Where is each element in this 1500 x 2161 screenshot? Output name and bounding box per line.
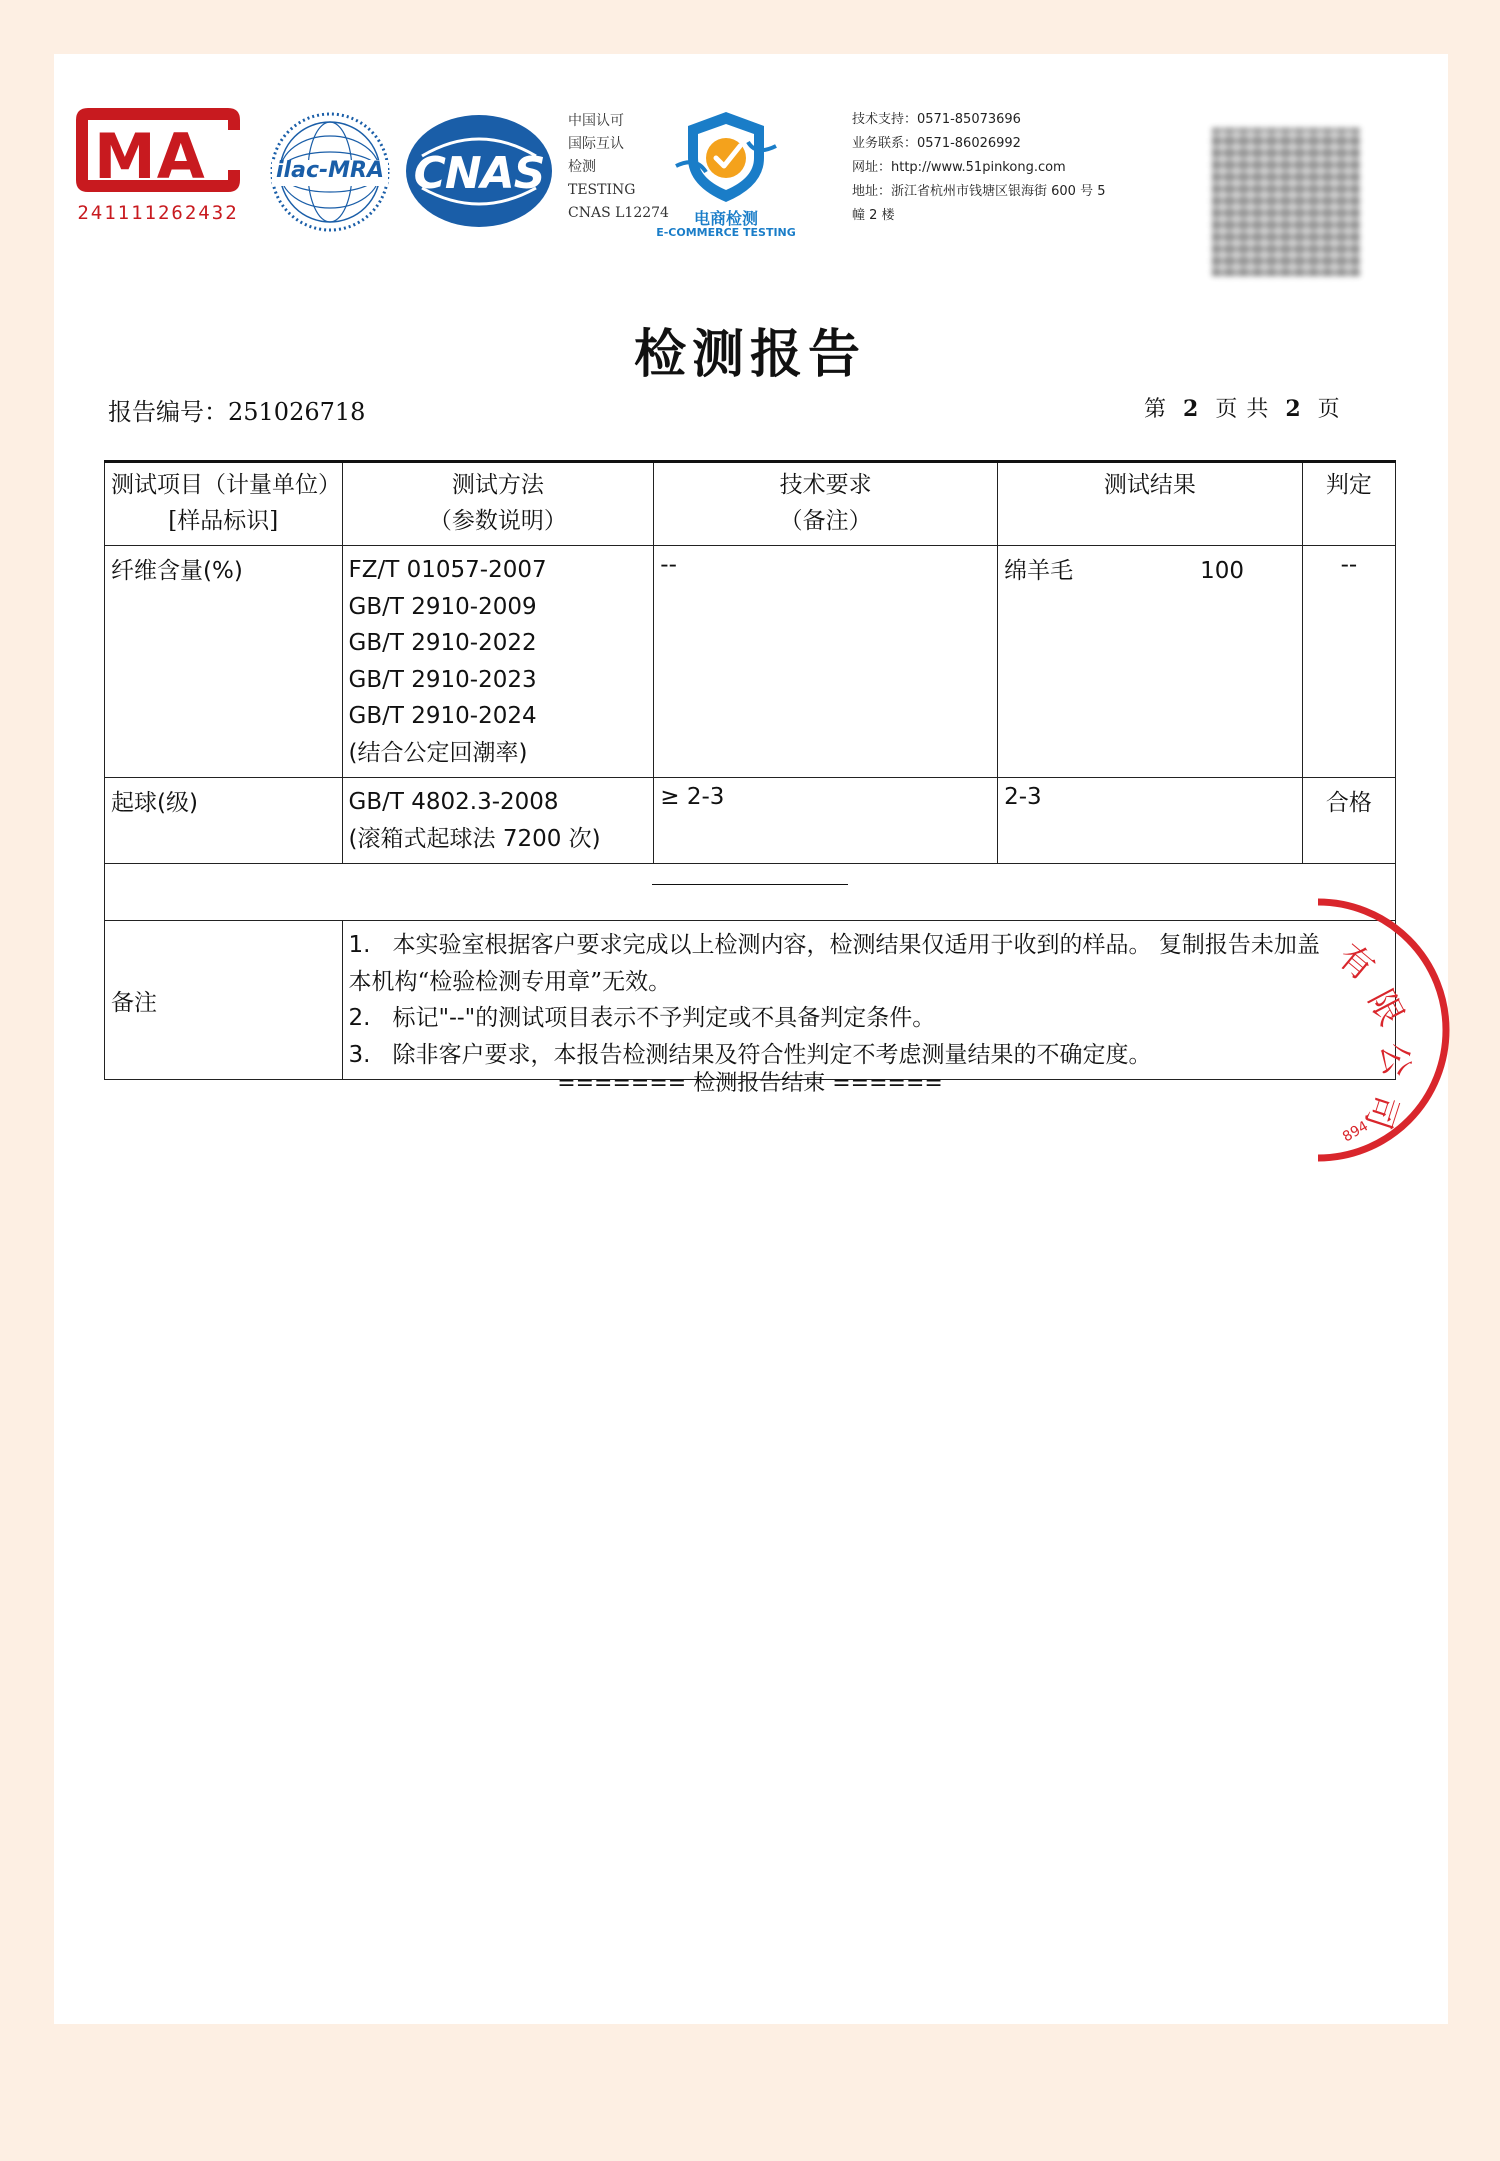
cnas-logo-text: CNAS bbox=[413, 148, 545, 199]
result-cell: 2-3 bbox=[998, 778, 1303, 864]
item-cell: 起球(级) bbox=[105, 778, 343, 864]
report-end-marker: ======= 检测报告结束 ====== bbox=[557, 1071, 943, 1096]
cnas-accreditation-info bbox=[568, 110, 669, 225]
cnas-info-line: 中国认可 bbox=[568, 113, 624, 129]
header-requirement: 技术要求 （备注） bbox=[654, 462, 998, 546]
separator-row bbox=[105, 864, 1396, 921]
notes-row bbox=[105, 921, 1396, 1080]
ecommerce-testing-logo bbox=[656, 106, 796, 239]
page-prefix: 第 bbox=[1144, 397, 1168, 422]
report-number: 报告编号：251026718 bbox=[108, 398, 366, 426]
judgement-cell: -- bbox=[1302, 546, 1395, 778]
official-seal bbox=[1318, 880, 1458, 1180]
cma-logo bbox=[68, 100, 248, 232]
shield-check-icon bbox=[656, 106, 796, 206]
cnas-logo bbox=[404, 112, 554, 230]
requirement-cell: -- bbox=[654, 546, 998, 778]
seal-char: 公 bbox=[1373, 1040, 1417, 1079]
item-cell: 纤维含量(%) bbox=[105, 546, 343, 778]
note-line: 2. 标记"--"的测试项目表示不予判定或不具备判定条件。 bbox=[348, 1005, 936, 1031]
tech-support-line: 技术支持：0571-85073696 bbox=[852, 112, 1021, 127]
contact-block bbox=[852, 108, 1172, 228]
separator-cell bbox=[105, 864, 1396, 921]
header-result: 测试结果 bbox=[998, 462, 1303, 546]
requirement-cell: ≥ 2-3 bbox=[654, 778, 998, 864]
cnas-info-line: TESTING bbox=[568, 182, 636, 198]
page-indicator bbox=[1144, 392, 1341, 423]
website-line: 网址：http://www.51pinkong.com bbox=[852, 160, 1066, 175]
separator-line bbox=[652, 884, 848, 885]
report-title: 检测报告 bbox=[633, 324, 866, 385]
method-cell: GB/T 4802.3-2008 (滚箱式起球法 7200 次) bbox=[342, 778, 654, 864]
page-total: 2 bbox=[1285, 396, 1302, 422]
notes-label: 备注 bbox=[105, 921, 343, 1080]
page-suffix: 页 bbox=[1317, 397, 1341, 422]
note-line: 3. 除非客户要求，本报告检测结果及符合性判定不考虑测量结果的不确定度。 bbox=[348, 1041, 1152, 1068]
ecommerce-subtitle: E-COMMERCE TESTING bbox=[656, 226, 796, 239]
table-header-row bbox=[105, 462, 1396, 546]
address-line: 幢 2 楼 bbox=[852, 208, 895, 223]
seal-char: 限 bbox=[1360, 983, 1412, 1033]
seal-stamp-icon bbox=[1318, 880, 1458, 1180]
header-judgement: 判定 bbox=[1302, 462, 1395, 546]
ilac-logo bbox=[268, 110, 392, 234]
cnas-info-line: 检测 bbox=[568, 159, 596, 175]
cma-logo-text: MA bbox=[94, 120, 206, 193]
ilac-logo-text: ilac-MRA bbox=[276, 158, 384, 183]
seal-char: 司 bbox=[1356, 1089, 1406, 1134]
note-line: 1. 本实验室根据客户要求完成以上检测内容，检测结果仅适用于收到的样品。 复制报告未加盖 bbox=[348, 932, 1320, 958]
table-row bbox=[105, 546, 1396, 778]
results-table bbox=[104, 460, 1396, 1080]
page-current: 2 bbox=[1183, 396, 1200, 422]
method-cell: FZ/T 01057-2007 GB/T 2910-2009 GB/T 2910-2022 GB/T 2910-2023 GB/T 2910-2024 (结合公定回潮率) bbox=[342, 546, 654, 778]
seal-digits: 894 bbox=[1340, 1118, 1372, 1146]
business-contact-line: 业务联系：0571-86026992 bbox=[852, 136, 1021, 151]
seal-char: 有 bbox=[1330, 936, 1382, 989]
judgement-cell: 合格 bbox=[1302, 778, 1395, 864]
header-test-method: 测试方法 （参数说明） bbox=[342, 462, 654, 546]
cnas-info-line: CNAS L12274 bbox=[568, 205, 669, 221]
ecommerce-title: 电商检测 bbox=[693, 209, 758, 228]
address-line: 地址：浙江省杭州市钱塘区银海街 600 号 5 bbox=[852, 184, 1106, 199]
result-label: 绵羊毛 bbox=[1004, 558, 1074, 584]
table-row bbox=[105, 778, 1396, 864]
header-test-item: 测试项目（计量单位） [样品标识] bbox=[105, 462, 343, 546]
notes-cell bbox=[342, 921, 1395, 1080]
cma-number: 241111262432 bbox=[77, 202, 239, 224]
note-line: 本机构“检验检测专用章”无效。 bbox=[348, 968, 672, 995]
result-cell bbox=[998, 546, 1303, 778]
page-middle: 页 共 bbox=[1215, 397, 1270, 422]
qr-code-icon bbox=[1212, 128, 1360, 276]
cnas-info-line: 国际互认 bbox=[568, 136, 624, 152]
result-value: 100 bbox=[1200, 558, 1244, 584]
